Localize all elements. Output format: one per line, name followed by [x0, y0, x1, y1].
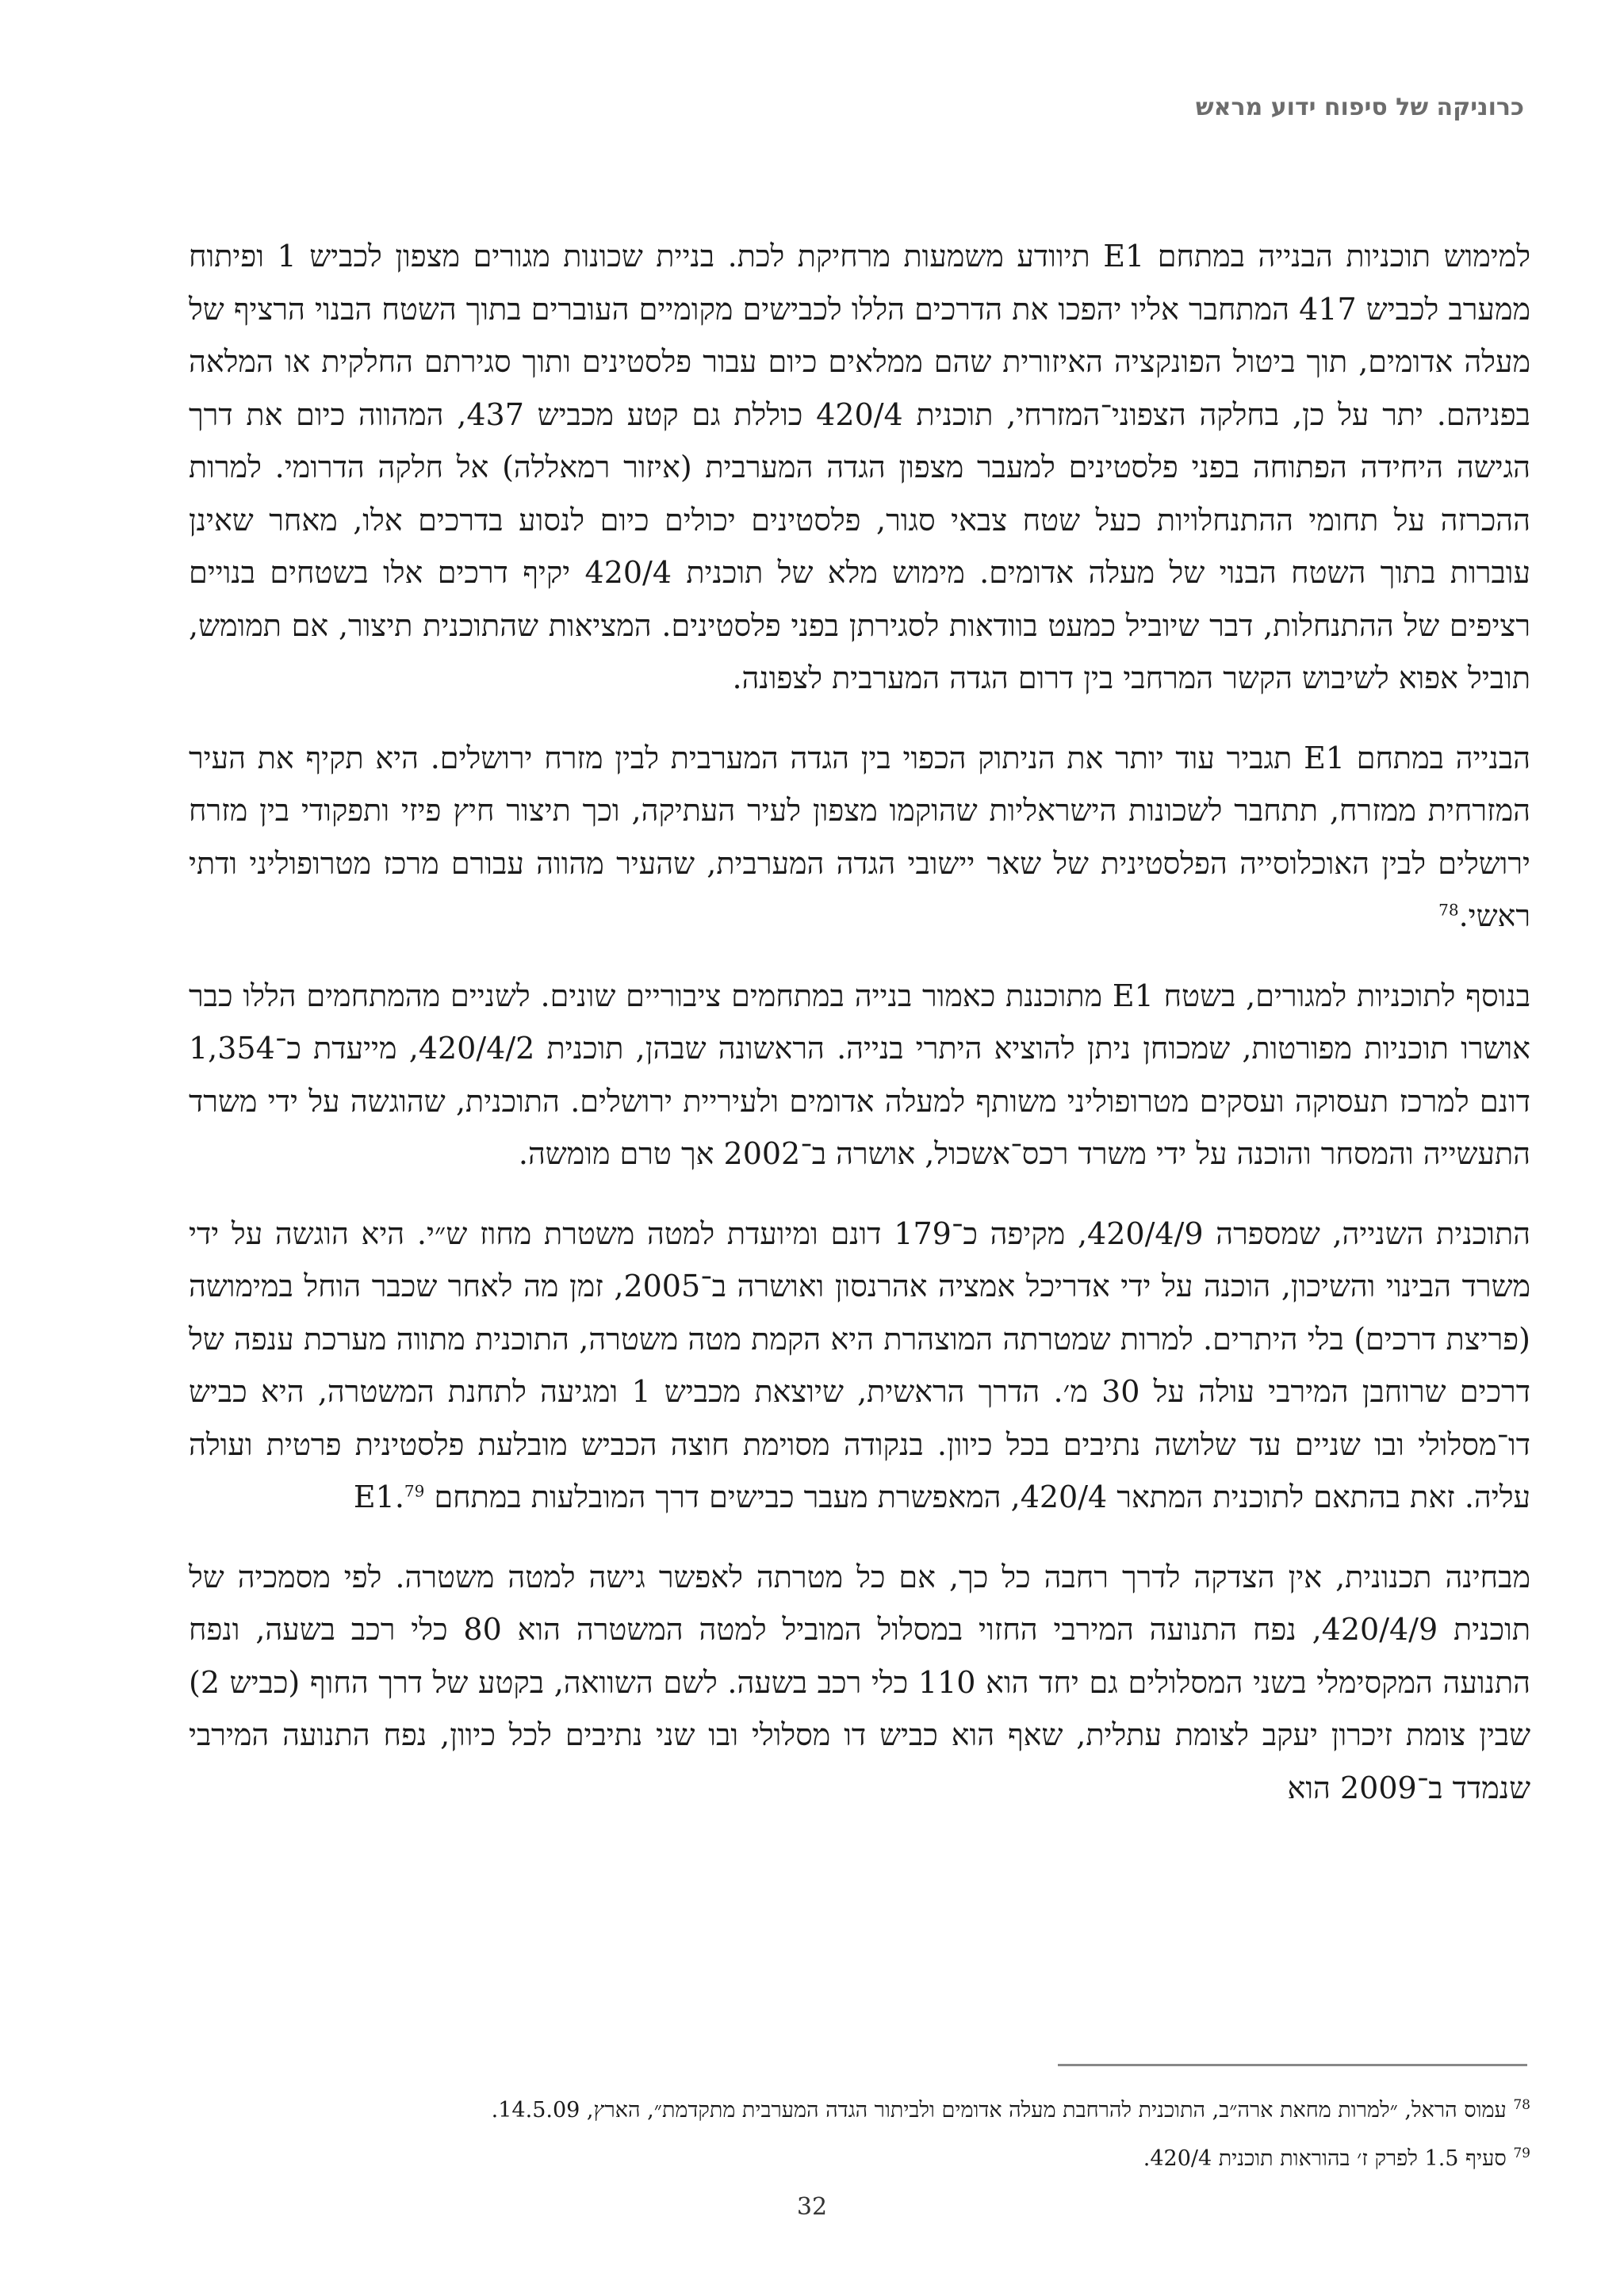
footnote-number: 79 — [1513, 2146, 1530, 2161]
page-number: 32 — [796, 2193, 828, 2221]
footnote-text: סעיף 1.5 לפרק ז׳ בהוראות תוכנית 420/4. — [1143, 2146, 1507, 2171]
paragraph-2 — [189, 732, 1530, 943]
paragraph-text: מבחינה תכנונית, אין הצדקה לדרך רחבה כל כך, אם כל מטרתה לאפשר גישה למטה משטרה. לפי מסמכיה של תוכנית 420/4/9, נפח התנועה המירבי החזוי במסלול המוביל למטה המשטרה הוא 80 כלי רכב בשעה, ונפח התנועה המקסימלי בשני המסלולים גם יחד הוא 110 כלי רכב בשעה. לשם השוואה, בקטע של דרך החוף (כביש 2) שבין צומת זיכרון יעקב לצומת עתלית, שאף הוא כביש דו מסלולי ובו שני נתיבים לכל כיוון, נפח התנועה המירבי שנמדד ב־2009 הוא — [189, 1559, 1530, 1805]
footnote-79 — [189, 2132, 1530, 2180]
footnote-divider — [1058, 2064, 1527, 2066]
paragraph-text: התוכנית השנייה, שמספרה 420/4/9, מקיפה כ־179 דונם ומיועדת למטה משטרת מחוז ש״י. היא הוגשה על ידי משרד הבינוי והשיכון, הוכנה על ידי אדריכל אמציה אהרנסון ואושרה ב־2005, זמן מה לאחר שכבר הוחל במימושה (פריצת דרכים) בלי היתרים. למרות שמטרתה המוצהרת היא הקמת מטה משטרה, התוכנית מתווה מערכת ענפה של דרכים שרוחבן המירבי עולה על 30 מ׳. הדרך הראשית, שיוצאת מכביש 1 ומגיעה לתחנת המשטרה, היא כביש דו־מסלולי ובו שניים עד שלושה נתיבים בכל כיוון. בנקודה מסוימת חוצה הכביש מובלעת פלסטינית פרטית ועולה עליה. זאת בהתאם לתוכנית המתאר 420/4, המאפשרת מעבר כבישים דרך המובלעות במתחם E1. — [189, 1215, 1531, 1514]
footnotes — [189, 2084, 1530, 2180]
footnote-78 — [189, 2084, 1530, 2132]
body-text — [189, 230, 1530, 1841]
paragraph-text: הבנייה במתחם E1 תגביר עוד יותר את הניתוק הכפוי בין הגדה המערבית לבין מזרח ירושלים. היא תקיף את העיר המזרחית ממזרח, תתחבר לשכונות הישראליות שהוקמו מצפון לעיר העתיקה, וכך תיצור חיץ פיזי ותפקודי בין מזרח ירושלים לבין האוכלוסייה הפלסטינית של שאר יישובי הגדה המערבית, שהעיר מהווה עבורם מרכז מטרופוליני ודתי ראשי. — [189, 740, 1530, 933]
footnote-reference-78[interactable]: 78 — [1438, 900, 1459, 920]
footnote-text: עמוס הראל, ״למרות מחאת ארה״ב, התוכנית להרחבת מעלה אדומים ולביתור הגדה המערבית מתקדמת״, הארץ, 14.5.09. — [491, 2098, 1507, 2123]
footnote-reference-79[interactable]: 79 — [404, 1481, 425, 1501]
paragraph-text: למימוש תוכניות הבנייה במתחם E1 תיוודע משמעות מרחיקת לכת. בניית שכונות מגורים מצפון לכביש 1 ופיתוח ממערב לכביש 417 המתחבר אליו יהפכו את הדרכים הללו לכבישים מקומיים העוברים בתוך השטח הבנוי הרציף של מעלה אדומים, תוך ביטול הפונקציה האיזורית שהם ממלאים כיום עבור פלסטינים ותוך סגירתם החלקית או המלאה בפניהם. יתר על כן, בחלקה הצפוני־המזרחי, תוכנית 420/4 כוללת גם קטע מכביש 437, המהווה כיום את דרך הגישה היחידה הפתוחה בפני פלסטינים למעבר מצפון הגדה המערבית (איזור רמאללה) אל חלקה הדרומי. למרות ההכרזה על תחומי ההתנחלויות כעל שטח צבאי סגור, פלסטינים יכולים כיום לנסוע בדרכים אלו, מאחר שאינן עוברות בתוך השטח הבנוי של מעלה אדומים. מימוש מלא של תוכנית 420/4 יקיף דרכים אלו בשטחים בנויים רציפים של ההתנחלות, דבר שיוביל כמעט בוודאות לסגירתן בפני פלסטינים. המציאות שהתוכנית תיצור, אם תמומש, תוביל אפוא לשיבוש הקשר המרחבי בין דרום הגדה המערבית לצפונה. — [189, 239, 1531, 695]
paragraph-3 — [189, 970, 1530, 1181]
running-header: כרוניקה של סיפוח ידוע מראש — [1195, 94, 1524, 121]
paragraph-5 — [189, 1551, 1530, 1815]
paragraph-text: בנוסף לתוכניות למגורים, בשטח E1 מתוכננת כאמור בנייה במתחמים ציבוריים שונים. לשניים מהמתחמים הללו כבר אושרו תוכניות מפורטות, שמכוחן ניתן להוציא היתרי בנייה. הראשונה שבהן, תוכנית 420/4/2, מייעדת כ־1,354 דונם למרכז תעסוקה ועסקים מטרופוליני משותף למעלה אדומים ולעיריית ירושלים. התוכנית, שהוגשה על ידי משרד התעשייה והמסחר והוכנה על ידי משרד רכס־אשכול, אושרה ב־2002 אך טרם מומשה. — [189, 978, 1531, 1171]
paragraph-4 — [189, 1208, 1530, 1524]
footnote-number: 78 — [1513, 2097, 1530, 2113]
paragraph-1 — [189, 230, 1530, 705]
